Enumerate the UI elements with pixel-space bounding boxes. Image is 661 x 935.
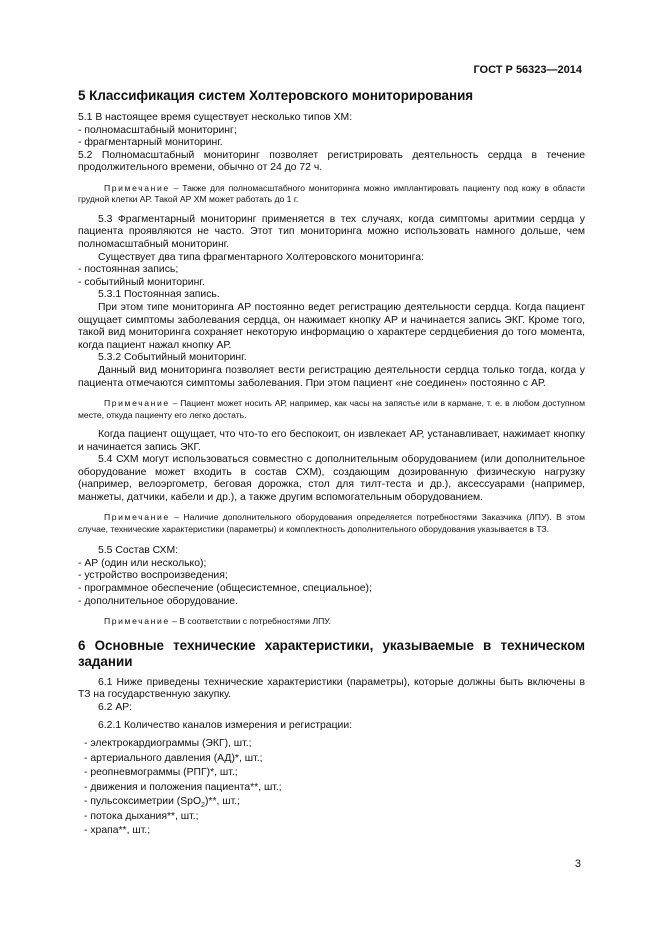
spo2-subscript: 2	[201, 802, 205, 810]
paragraph-patient-feels: Когда пациент ощущает, что что-то его беспокоит, он извлекает АР, устанавливает, нажимает кнопку и начинается запись ЭКГ.	[78, 428, 585, 453]
channel-item: - электрокардиограммы (ЭКГ), шт.;	[84, 738, 252, 750]
paragraph-5-3: 5.3 Фрагментарный мониторинг применяется в тех случаях, когда симптомы аритмии сердца у пациента проявляются не часто. Этот тип мониторинга можно использовать намного дольше, чем полномасштабный мониторинг.	[78, 213, 585, 250]
list-item: - АР (один или несколько);	[78, 557, 207, 569]
page-number: 3	[574, 858, 581, 870]
list-item: - устройство воспроизведения;	[78, 570, 228, 582]
note-label: Примечание	[104, 398, 170, 409]
note-4	[78, 616, 585, 627]
list-item: - событийный мониторинг.	[78, 276, 205, 288]
paragraph-6-2-1: 6.2.1 Количество каналов измерения и регистрации:	[98, 720, 353, 732]
note-text: – Наличие дополнительного оборудования определяется потребностями Заказчика (ЛПУ). В этом случае, технические характеристики (параметры) и комплектность дополнительного оборудования указывается в ТЗ.	[78, 512, 585, 534]
note-2	[78, 398, 585, 421]
list-item: - фрагментарный мониторинг.	[78, 137, 223, 149]
paragraph-6-1: 6.1 Ниже приведены технические характеристики (параметры), которые должны быть включены в ТЗ на государственную закупку.	[78, 676, 585, 701]
list-item: - программное обеспечение (общесистемное, специальное);	[78, 583, 372, 595]
section-5-title: 5 Классификация систем Холтеровского мониторирования	[78, 88, 474, 103]
spo2-tail: )**, шт.;	[204, 796, 240, 808]
list-item: - постоянная запись;	[78, 264, 179, 276]
heading-5-3-2: 5.3.2 Событийный мониторинг.	[98, 352, 247, 364]
channel-item: - потока дыхания**, шт.;	[84, 810, 199, 822]
paragraph-5-5: 5.5 Состав СХМ:	[98, 545, 179, 557]
document-code: ГОСТ Р 56323—2014	[473, 64, 582, 76]
note-text: – Также для полномасштабного мониторинга можно имплантировать пациенту под кожу в области грудной клетки АР. Такой АР ХМ может работать до 1 г.	[78, 182, 585, 205]
channel-item: - реопневмограммы (РПГ)*, шт.;	[84, 767, 238, 779]
paragraph-5-4: 5.4 СХМ могут использоваться совместно с дополнительным оборудованием (или дополнительное оборудование может входить в состав СХМ), создающим дозированную физическую нагрузку (например, велоэргометр, беговая дорожка, стол для тилт-теста и др.), аксессуарами (например, манжеты, датчики, кабели и др.), а также другим вспомогательным оборудованием.	[78, 454, 585, 503]
paragraph-event-monitoring: Данный вид мониторинга позволяет вести регистрацию деятельности сердца только тогда, когда у пациента отмечаются симптомы заболевания. При этом пациент «не соединен» постоянно с АР.	[78, 364, 585, 389]
channel-item: - движения и положения пациента**, шт.;	[84, 781, 282, 793]
channel-item: - храпа**, шт.;	[84, 825, 151, 837]
note-text: – В соответствии с потребностями ЛПУ.	[169, 616, 331, 627]
channel-item-spo2	[78, 795, 585, 810]
note-label: Примечание	[104, 512, 170, 523]
note-text: – Пациент может носить АР, например, как часы на запястье или в кармане, т. е. в любом доступном месте, откуда пациенту его легко достать.	[78, 398, 585, 420]
section-6-title: 6 Основные технические характеристики, указываемые в техническом задании	[78, 637, 585, 669]
channel-item: - артериального давления (АД)*, шт.;	[84, 752, 263, 764]
note-label: Примечание	[104, 616, 170, 627]
paragraph-6-2: 6.2 АР:	[98, 701, 132, 713]
note-3	[78, 512, 585, 535]
paragraph-types: Существует два типа фрагментарного Холтеровского мониторинга:	[98, 251, 424, 263]
paragraph-constant-record: При этом типе мониторинга АР постоянно ведет регистрацию деятельности сердца. Когда пациент ощущает симптомы заболевания сердца, он нажимает кнопку АР и начинается запись ЭКГ. Кроме того, такой вид мониторинга сохраняет некоторую информацию о характере сердцебиения до того момента, когда пациент нажал кнопку АР.	[78, 301, 585, 351]
note-label: Примечание	[104, 182, 170, 193]
list-item: - дополнительное оборудование.	[78, 595, 238, 607]
note-1	[78, 183, 585, 206]
paragraph-5-1: 5.1 В настоящее время существует несколько типов ХМ:	[78, 112, 353, 123]
list-item: - полномасштабный мониторинг;	[78, 124, 237, 136]
paragraph-5-2: 5.2 Полномасштабный мониторинг позволяет регистрировать деятельность сердца в течение продолжительного времени, обычно от 24 до 72 ч.	[78, 149, 585, 174]
heading-5-3-1: 5.3.1 Постоянная запись.	[98, 289, 220, 301]
spo2-text: - пульсоксиметрии (SpO	[84, 796, 202, 808]
page-content	[78, 88, 585, 839]
